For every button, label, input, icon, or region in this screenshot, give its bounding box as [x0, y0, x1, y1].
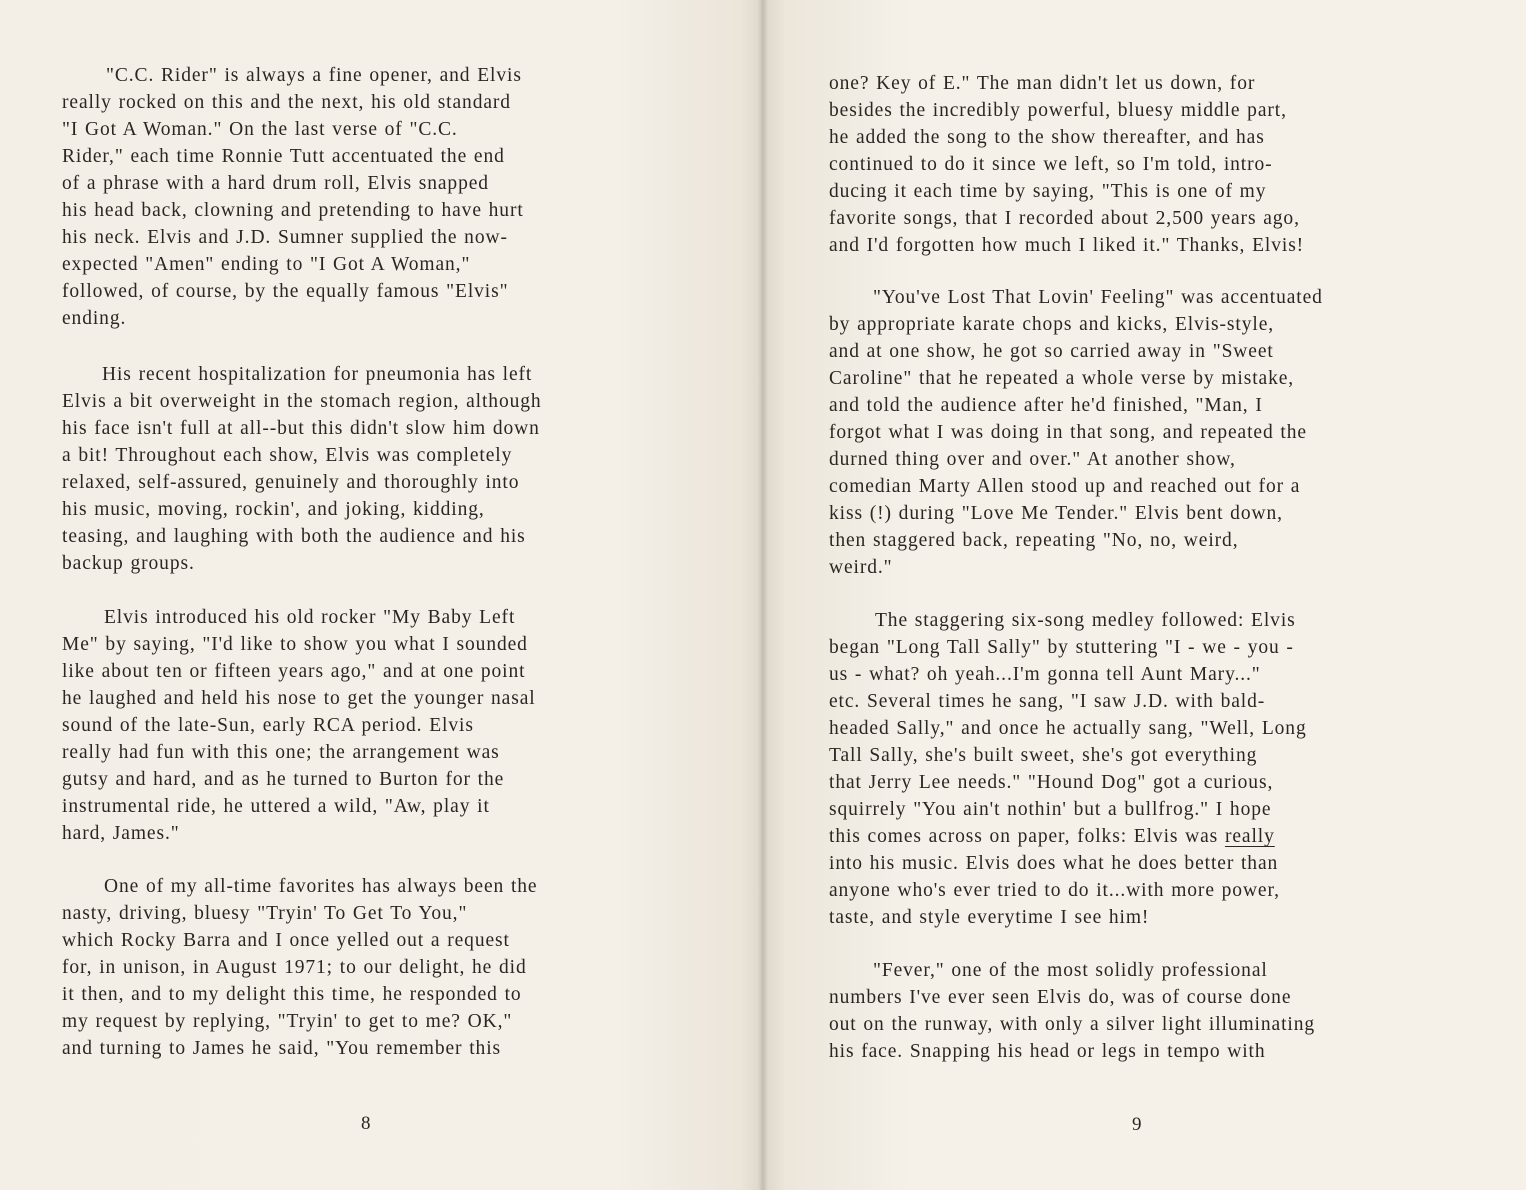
text-line: his head back, clowning and pretending to have hurt [62, 200, 524, 221]
text-line: out on the runway, with only a silver light illuminating [829, 1014, 1316, 1035]
paragraph-tryin-to-get-to-you [62, 873, 538, 1062]
text-line: weird." [829, 557, 893, 578]
text-line: a bit! Throughout each show, Elvis was completely [62, 445, 513, 466]
text-line: relaxed, self-assured, genuinely and thoroughly into [62, 472, 520, 493]
paragraph-my-baby-left-me [62, 604, 536, 847]
text-line: really had fun with this one; the arrangement was [62, 742, 500, 763]
text-line: Tall Sally, she's built sweet, she's got everything [829, 745, 1258, 766]
text-line: nasty, driving, bluesy "Tryin' To Get To You," [62, 903, 468, 924]
text-line: of a phrase with a hard drum roll, Elvis snapped [62, 173, 489, 194]
text-line: anyone who's ever tried to do it...with more power, [829, 880, 1280, 901]
text-line: "You've Lost That Lovin' Feeling" was accentuated [873, 287, 1323, 308]
text-line: instrumental ride, he uttered a wild, "Aw, play it [62, 796, 490, 817]
text-line: "I Got A Woman." On the last verse of "C.C. [62, 119, 458, 140]
text-line: Caroline" that he repeated a whole verse by mistake, [829, 368, 1295, 389]
text-line: that Jerry Lee needs." "Hound Dog" got a curious, [829, 772, 1274, 793]
text-line: etc. Several times he sang, "I saw J.D. with bald- [829, 691, 1266, 712]
text-line: which Rocky Barra and I once yelled out a request [62, 930, 510, 951]
text-line: one? Key of E." The man didn't let us down, for [829, 73, 1256, 94]
text-line: numbers I've ever seen Elvis do, was of course done [829, 987, 1292, 1008]
text-line: into his music. Elvis does what he does better than [829, 853, 1279, 874]
text-line: forgot what I was doing in that song, and repeated the [829, 422, 1307, 443]
text-line: "Fever," one of the most solidly professional [873, 960, 1268, 981]
text-line: and turning to James he said, "You remember this [62, 1038, 502, 1059]
text-line: headed Sally," and once he actually sang, "Well, Long [829, 718, 1307, 739]
text-line: and I'd forgotten how much I liked it." Thanks, Elvis! [829, 235, 1305, 256]
text-line: for, in unison, in August 1971; to our delight, he did [62, 957, 527, 978]
text-line: his face isn't full at all--but this didn't slow him down [62, 418, 540, 439]
text-line: His recent hospitalization for pneumonia has left [102, 364, 533, 385]
text-line: One of my all-time favorites has always been the [104, 876, 538, 897]
paragraph-hospitalization [62, 361, 542, 577]
text-line: Elvis introduced his old rocker "My Baby Left [104, 607, 516, 628]
text-line [829, 823, 1307, 850]
text-line: teasing, and laughing with both the audience and his [62, 526, 526, 547]
text-line: by appropriate karate chops and kicks, Elvis-style, [829, 314, 1275, 335]
text-line: besides the incredibly powerful, bluesy middle part, [829, 100, 1287, 121]
text-line: his face. Snapping his head or legs in tempo with [829, 1041, 1266, 1062]
text-line: like about ten or fifteen years ago," and at one point [62, 661, 526, 682]
paragraph-cc-rider [62, 62, 524, 332]
paragraph-lovin-feeling [829, 284, 1323, 581]
text-line: taste, and style everytime I see him! [829, 907, 1150, 928]
text-line: comedian Marty Allen stood up and reached out for a [829, 476, 1301, 497]
text-fragment: this comes across on paper, folks: Elvis was [829, 826, 1225, 847]
text-line: continued to do it since we left, so I'm told, intro- [829, 154, 1273, 175]
text-line: began "Long Tall Sally" by stuttering "I - we - you - [829, 637, 1294, 658]
text-line: and told the audience after he'd finished, "Man, I [829, 395, 1263, 416]
text-line: and at one show, he got so carried away in "Sweet [829, 341, 1274, 362]
text-line: ending. [62, 308, 127, 329]
text-line: ducing it each time by saying, "This is one of my [829, 181, 1267, 202]
text-line: "C.C. Rider" is always a fine opener, and Elvis [106, 65, 522, 86]
text-line: my request by replying, "Tryin' to get to me? OK," [62, 1011, 513, 1032]
text-line: sound of the late-Sun, early RCA period. Elvis [62, 715, 474, 736]
text-line: Elvis a bit overweight in the stomach region, although [62, 391, 542, 412]
text-line: followed, of course, by the equally famous "Elvis" [62, 281, 509, 302]
text-line: Rider," each time Ronnie Tutt accentuated the end [62, 146, 505, 167]
text-line: Me" by saying, "I'd like to show you what I sounded [62, 634, 528, 655]
text-line: us - what? oh yeah...I'm gonna tell Aunt Mary..." [829, 664, 1261, 685]
text-line: The staggering six-song medley followed: Elvis [875, 610, 1296, 631]
text-line: hard, James." [62, 823, 180, 844]
text-line: gutsy and hard, and as he turned to Burton for the [62, 769, 505, 790]
page-number: 8 [361, 1113, 371, 1134]
underlined-word: really [1224, 826, 1275, 847]
text-line: he added the song to the show thereafter, and has [829, 127, 1265, 148]
text-line: his neck. Elvis and J.D. Sumner supplied the now- [62, 227, 508, 248]
text-line: really rocked on this and the next, his old standard [62, 92, 511, 113]
paragraph-fever [829, 957, 1315, 1065]
page-number: 9 [1132, 1114, 1142, 1135]
paragraph-key-of-e [829, 70, 1304, 259]
text-line: kiss (!) during "Love Me Tender." Elvis bent down, [829, 503, 1283, 524]
text-line: favorite songs, that I recorded about 2,500 years ago, [829, 208, 1300, 229]
text-line: he laughed and held his nose to get the younger nasal [62, 688, 536, 709]
text-line: squirrely "You ain't nothin' but a bullfrog." I hope [829, 799, 1272, 820]
text-line: his music, moving, rockin', and joking, kidding, [62, 499, 485, 520]
text-line: then staggered back, repeating "No, no, weird, [829, 530, 1239, 551]
text-line: durned thing over and over." At another show, [829, 449, 1236, 470]
text-line: expected "Amen" ending to "I Got A Woman," [62, 254, 471, 275]
right-page [763, 0, 1526, 1190]
paragraph-six-song-medley [829, 607, 1307, 931]
book-gutter [758, 0, 768, 1190]
text-line: it then, and to my delight this time, he responded to [62, 984, 522, 1005]
text-line: backup groups. [62, 553, 195, 574]
